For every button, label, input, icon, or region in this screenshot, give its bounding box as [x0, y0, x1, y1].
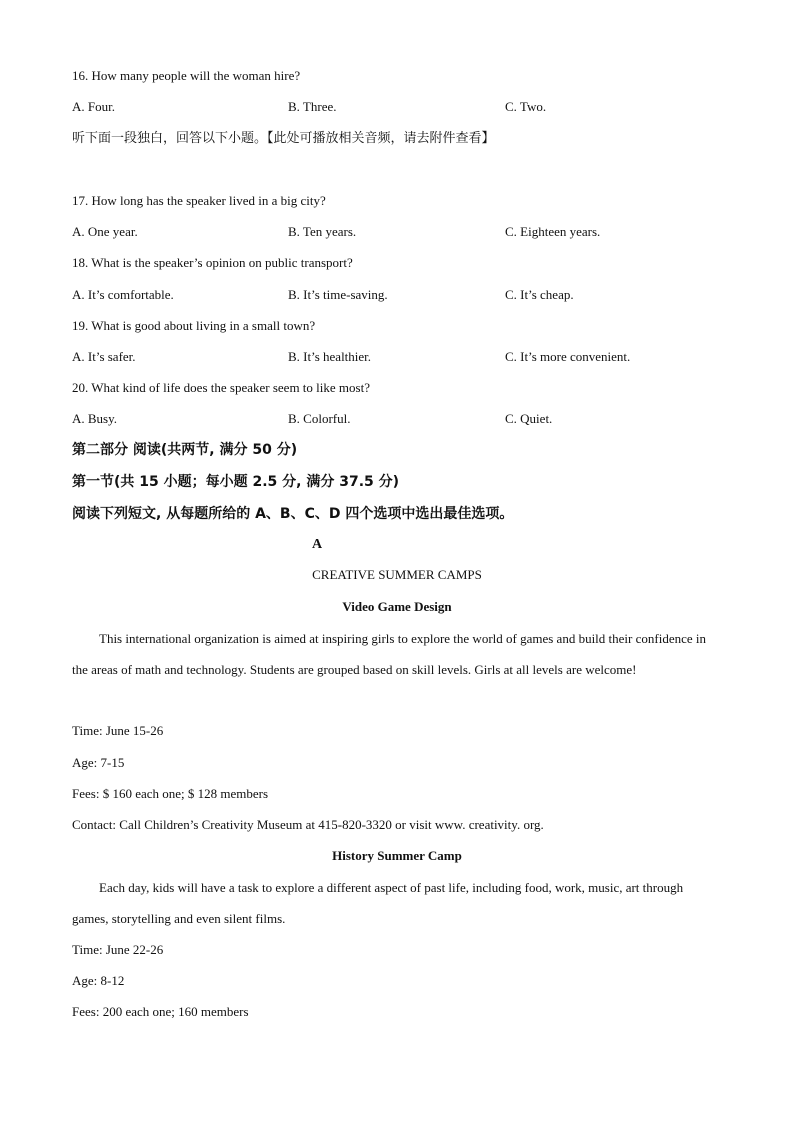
camp-description-history-summer-camp: Each day, kids will have a task to explore a different aspect of past life, including food, work, music, art through games, storytelling and even silent films. [72, 880, 684, 926]
q18-option-b: B. It’s time-saving. [288, 287, 388, 302]
q16-option-b: B. Three. [288, 99, 337, 114]
camp1-age: Age: 7-15 [72, 755, 125, 770]
camp-title-history-summer-camp: History Summer Camp [332, 848, 462, 863]
q17-option-a: A. One year. [72, 224, 138, 239]
question-19: 19. What is good about living in a small town? [72, 318, 316, 333]
camp1-fees: Fees: $ 160 each one; $ 128 members [72, 786, 269, 801]
q17-option-c: C. Eighteen years. [505, 224, 601, 239]
reading-instruction: 阅读下列短文, 从每题所给的 A、B、C、D 四个选项中选出最佳选项。 [72, 506, 514, 522]
monologue-instruction: 听下面一段独白，回答以下小题。【此处可播放相关音频，请去附件查看】 [72, 131, 495, 146]
q16-option-c: C. Two. [505, 99, 547, 114]
passage-title: CREATIVE SUMMER CAMPS [312, 567, 482, 582]
q18-option-c: C. It’s cheap. [505, 287, 574, 302]
camp2-fees: Fees: 200 each one; 160 members [72, 1004, 249, 1019]
q18-option-a: A. It’s comfortable. [72, 287, 174, 302]
part-two-title: 第二部分 阅读(共两节, 满分 50 分) [72, 442, 298, 458]
camp1-contact: Contact: Call Children’s Creativity Museum at 415-820-3320 or visit www. creativity. org. [72, 817, 544, 832]
camp1-time: Time: June 15-26 [72, 723, 164, 738]
q16-option-a: A. Four. [72, 99, 115, 114]
camp-description-video-game-design: This international organization is aimed at inspiring girls to explore the world of games and build their confidence in the areas of math and technology. Students are grouped based on skill levels. Girls at all levels are welcome! [72, 631, 706, 677]
camp2-age: Age: 8-12 [72, 973, 125, 988]
camp-title-video-game-design: Video Game Design [342, 599, 452, 614]
question-18: 18. What is the speaker’s opinion on public transport? [72, 255, 353, 270]
q17-option-b: B. Ten years. [288, 224, 357, 239]
question-17: 17. How long has the speaker lived in a big city? [72, 193, 326, 208]
q19-option-c: C. It’s more convenient. [505, 349, 631, 364]
section-one-title: 第一节(共 15 小题；每小题 2.5 分, 满分 37.5 分) [72, 474, 400, 490]
q20-option-c: C. Quiet. [505, 411, 553, 426]
camp2-time: Time: June 22-26 [72, 942, 164, 957]
q20-option-b: B. Colorful. [288, 411, 351, 426]
q19-option-a: A. It’s safer. [72, 349, 136, 364]
q19-option-b: B. It’s healthier. [288, 349, 372, 364]
question-20: 20. What kind of life does the speaker seem to like most? [72, 380, 370, 395]
passage-label: A [312, 537, 323, 552]
question-16: 16. How many people will the woman hire? [72, 68, 301, 83]
q20-option-a: A. Busy. [72, 411, 118, 426]
